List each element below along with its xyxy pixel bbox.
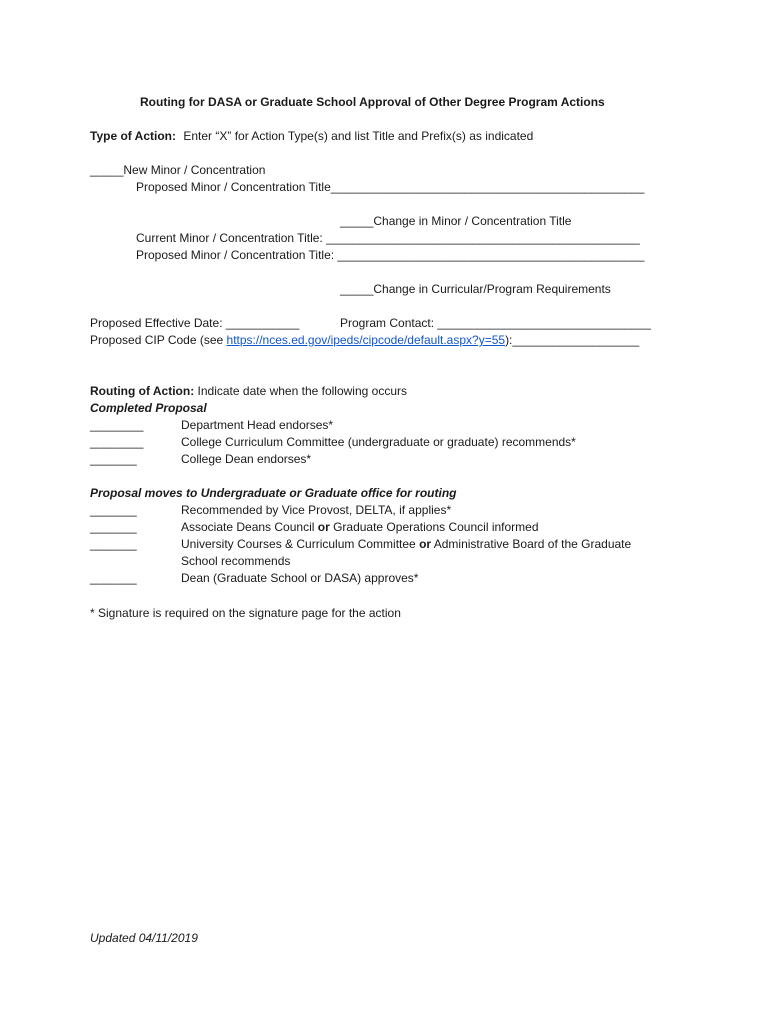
moves-item-text xyxy=(181,520,539,534)
program-contact-field[interactable]: Program Contact: ________________________________ xyxy=(340,316,651,330)
completed-item-blank[interactable]: ________ xyxy=(90,418,144,432)
page-title: Routing for DASA or Graduate School Approval of Other Degree Program Actions xyxy=(140,95,605,109)
routing-label: Routing of Action: xyxy=(90,384,195,398)
completed-proposal-heading: Completed Proposal xyxy=(90,401,207,415)
change-minor-current-title[interactable]: Current Minor / Concentration Title: _______________________________________________ xyxy=(136,231,640,245)
routing-instruction: Indicate date when the following occurs xyxy=(194,384,407,398)
cip-link[interactable]: https://nces.ed.gov/ipeds/cipcode/default.aspx?y=55 xyxy=(226,333,506,347)
cip-code-field xyxy=(90,333,639,347)
moves-item-text-continued: School recommends xyxy=(181,554,291,568)
moves-item-text-b: Administrative Board of the Graduate xyxy=(431,537,632,551)
moves-item-blank[interactable]: _______ xyxy=(90,571,137,585)
updated-date-footer: Updated 04/11/2019 xyxy=(90,931,198,945)
effective-date-field[interactable]: Proposed Effective Date: ___________ xyxy=(90,316,300,330)
moves-item-blank[interactable]: _______ xyxy=(90,520,137,534)
proposal-moves-heading: Proposal moves to Undergraduate or Graduate office for routing xyxy=(90,486,457,500)
moves-item-or: or xyxy=(317,520,330,534)
type-of-action-line xyxy=(90,129,533,143)
moves-item-text xyxy=(181,537,631,551)
moves-item-text: Dean (Graduate School or DASA) approves* xyxy=(181,571,419,585)
new-minor-line[interactable]: _____New Minor / Concentration xyxy=(90,163,266,177)
type-of-action-label: Type of Action: xyxy=(90,129,176,143)
completed-item-blank[interactable]: _______ xyxy=(90,452,137,466)
type-of-action-instruction: Enter “X” for Action Type(s) and list Title and Prefix(s) as indicated xyxy=(183,129,534,143)
new-minor-proposed-title[interactable]: Proposed Minor / Concentration Title_______________________________________________ xyxy=(136,180,645,194)
change-minor-line[interactable]: _____Change in Minor / Concentration Title xyxy=(340,214,572,228)
moves-item-text-a: University Courses & Curriculum Committee xyxy=(181,537,420,551)
cip-prefix: Proposed CIP Code (see xyxy=(90,333,227,347)
moves-item-text: Recommended by Vice Provost, DELTA, if applies* xyxy=(181,503,452,517)
change-minor-proposed-title[interactable]: Proposed Minor / Concentration Title: ______________________________________________ xyxy=(136,248,645,262)
moves-item-or: or xyxy=(419,537,432,551)
moves-item-blank[interactable]: _______ xyxy=(90,537,137,551)
completed-item-text: Department Head endorses* xyxy=(181,418,334,432)
moves-item-text-a: Associate Deans Council xyxy=(181,520,318,534)
completed-item-blank[interactable]: ________ xyxy=(90,435,144,449)
signature-note: * Signature is required on the signature page for the action xyxy=(90,606,401,620)
change-curricular-line[interactable]: _____Change in Curricular/Program Requirements xyxy=(340,282,611,296)
routing-line xyxy=(90,384,407,398)
moves-item-text-b: Graduate Operations Council informed xyxy=(329,520,539,534)
cip-suffix[interactable]: ):___________________ xyxy=(505,333,640,347)
completed-item-text: College Curriculum Committee (undergraduate or graduate) recommends* xyxy=(181,435,576,449)
moves-item-blank[interactable]: _______ xyxy=(90,503,137,517)
completed-item-text: College Dean endorses* xyxy=(181,452,312,466)
